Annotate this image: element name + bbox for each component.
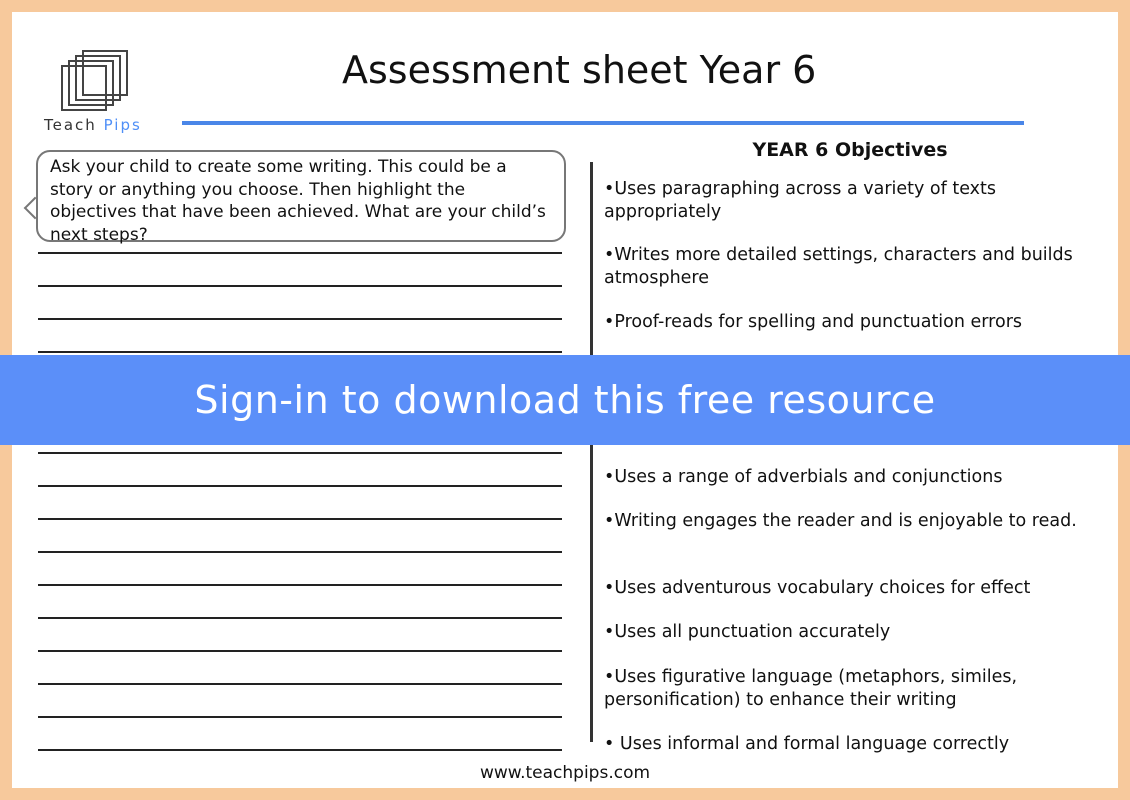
objective-item: •Uses paragraphing across a variety of texts appropriately: [604, 179, 997, 222]
logo-text-main: Teach: [44, 116, 97, 134]
writing-line: [38, 650, 562, 652]
writing-line: [38, 584, 562, 586]
writing-line: [38, 749, 562, 751]
instructions-speech-bubble: [36, 150, 566, 245]
writing-line: [38, 351, 562, 353]
page-title: Assessment sheet Year 6: [342, 48, 817, 92]
writing-line: [38, 318, 562, 320]
logo-wordmark: [44, 116, 142, 134]
writing-line: [38, 617, 562, 619]
writing-line: [38, 716, 562, 718]
writing-line: [38, 252, 562, 254]
objective-item: •Uses a range of adverbials and conjunctions: [604, 467, 1003, 487]
instructions-text: Ask your child to create some writing. This could be a story or anything you choose. Then highlight the objectives that have been achieved. What are your child’s next steps?: [50, 157, 546, 245]
writing-line: [38, 285, 562, 287]
objective-item: •Uses figurative language (metaphors, similes, personification) to enhance their writing: [604, 667, 1018, 710]
title-divider: [182, 121, 1024, 125]
objective-item: •Writing engages the reader and is enjoyable to read.: [604, 511, 1077, 531]
column-divider: [590, 162, 593, 742]
footer-url: www.teachpips.com: [479, 763, 651, 783]
objective-item: •Uses adventurous vocabulary choices for effect: [604, 578, 1031, 598]
sign-in-download-banner[interactable]: [0, 355, 1130, 445]
writing-line: [38, 551, 562, 553]
writing-line: [38, 452, 562, 454]
banner-text[interactable]: Sign-in to download this free resource: [194, 378, 936, 422]
objective-item: •Uses all punctuation accurately: [604, 622, 891, 642]
writing-line: [38, 518, 562, 520]
logo-text-accent: Pips: [103, 116, 142, 134]
objective-item: •Proof-reads for spelling and punctuation errors: [604, 312, 1023, 332]
writing-line: [38, 683, 562, 685]
objective-item: • Uses informal and formal language correctly: [604, 734, 1010, 754]
objectives-heading: YEAR 6 Objectives: [752, 139, 948, 161]
writing-line: [38, 485, 562, 487]
stacked-squares-logo-icon: [60, 48, 140, 112]
objective-item: •Writes more detailed settings, characters and builds atmosphere: [604, 245, 1073, 288]
